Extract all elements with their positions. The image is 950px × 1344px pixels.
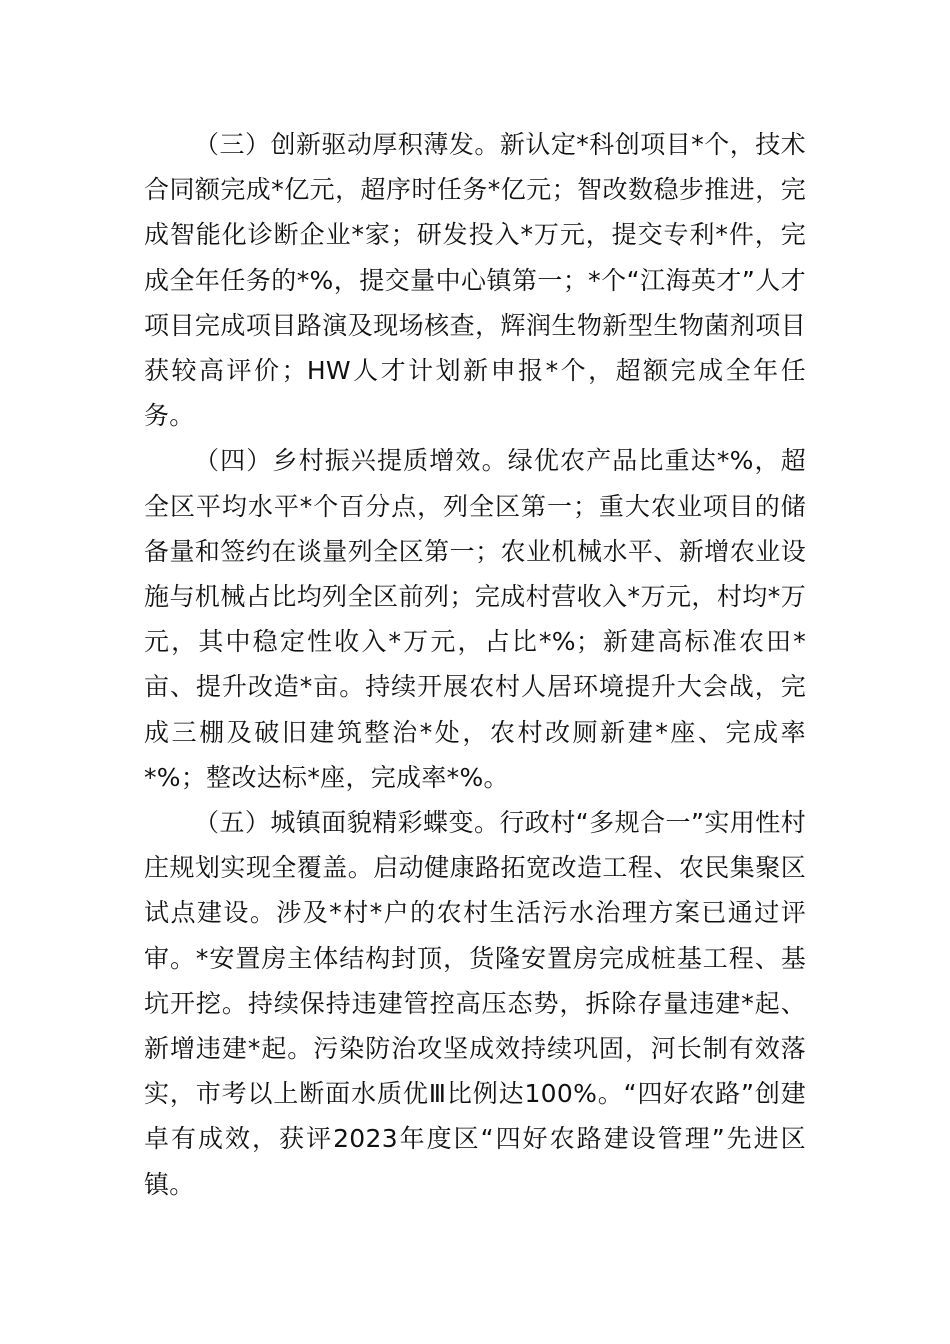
document-body	[144, 122, 806, 1207]
paragraph-innovation: （三）创新驱动厚积薄发。新认定*科创项目*个，技术合同额完成*亿元，超序时任务*亿元；智改数稳步推进，完成智能化诊断企业*家；研发投入*万元，提交专利*件，完成全年任务的*%，提交量中心镇第一；*个“江海英才”人才项目完成项目路演及现场核查，辉润生物新型生物菌剂项目获较高评价；HW人才计划新申报*个，超额完成全年任务。	[144, 130, 806, 431]
paragraph-rural-revitalization: （四）乡村振兴提质增效。绿优农产品比重达*%，超全区平均水平*个百分点，列全区第一；重大农业项目的储备量和签约在谈量列全区第一；农业机械水平、新增农业设施与机械占比均列全区前列；完成村营收入*万元，村均*万元，其中稳定性收入*万元，占比*%；新建高标准农田*亩、提升改造*亩。持续开展农村人居环境提升大会战，完成三棚及破旧建筑整治*处，农村改厕新建*座、完成率*%；整改达标*座，完成率*%。	[144, 446, 806, 792]
paragraph-town-appearance: （五）城镇面貌精彩蝶变。行政村“多规合一”实用性村庄规划实现全覆盖。启动健康路拓宽改造工程、农民集聚区试点建设。涉及*村*户的农村生活污水治理方案已通过评审。*安置房主体结构封顶，货隆安置房完成桩基工程、基坑开挖。持续保持违建管控高压态势，拆除存量违建*起、新增违建*起。污染防治攻坚成效持续巩固，河长制有效落实，市考以上断面水质优Ⅲ比例达100%。“四好农路”创建卓有成效，获评2023年度区“四好农路建设管理”先进区镇。	[144, 808, 806, 1199]
